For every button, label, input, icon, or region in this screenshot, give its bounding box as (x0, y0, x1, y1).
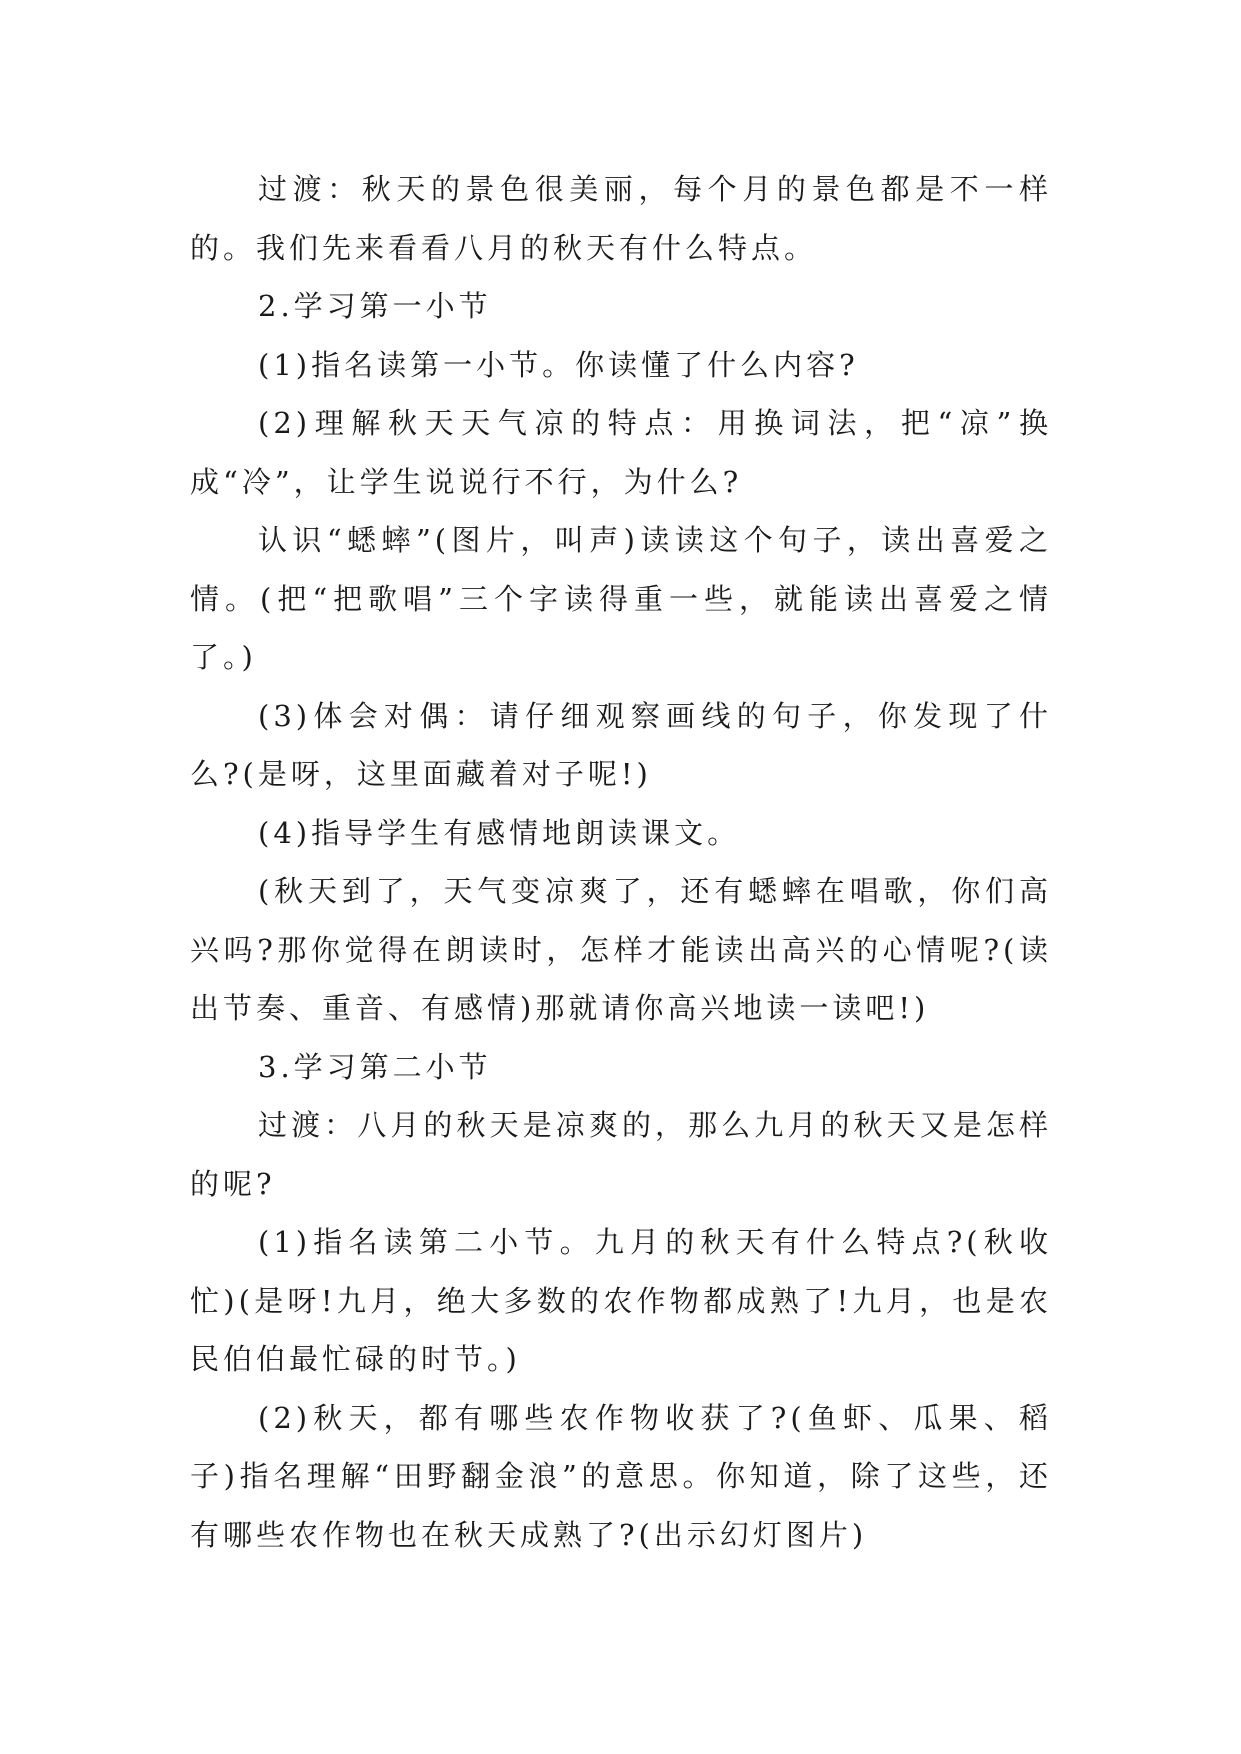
step-read-second-stanza: (1)指名读第二小节。九月的秋天有什么特点?(秋收忙)(是呀!九月，绝大多数的农作物都成熟了!九月，也是农民伯伯最忙碌的时节。) (190, 1225, 1052, 1376)
paragraph-cricket: 认识“蟋蟀”(图片，叫声)读读这个句子，读出喜爱之情。(把“把歌唱”三个字读得重一些，就能读出喜爱之情了。) (190, 523, 1052, 674)
step-antithesis: (3)体会对偶：请仔细观察画线的句子，你发现了什么?(是呀，这里面藏着对子呢!) (190, 698, 1052, 791)
step-read-first-stanza: (1)指名读第一小节。你读懂了什么内容? (258, 347, 859, 382)
paragraph-transition-september: 过渡：八月的秋天是凉爽的，那么九月的秋天又是怎样的呢? (190, 1108, 1052, 1201)
lesson-plan-body (190, 160, 1052, 1564)
step-understand-cool-weather: (2)理解秋天天气凉的特点：用换词法，把“凉”换成“冷”，让学生说说行不行，为什么? (190, 406, 1052, 499)
paragraph-transition-august: 过渡：秋天的景色很美丽，每个月的景色都是不一样的。我们先来看看八月的秋天有什么特点。 (190, 172, 1052, 265)
paragraph-reading-guidance: (秋天到了，天气变凉爽了，还有蟋蟀在唱歌，你们高兴吗?那你觉得在朗读时，怎样才能读出高兴的心情呢?(读出节奏、重音、有感情)那就请你高兴地读一读吧!) (190, 874, 1052, 1025)
step-emotional-reading: (4)指导学生有感情地朗读课文。 (258, 815, 741, 850)
section-heading-second-stanza: 3.学习第二小节 (258, 1049, 492, 1084)
step-harvest-crops: (2)秋天，都有哪些农作物收获了?(鱼虾、瓜果、稻子)指名理解“田野翻金浪”的意思。你知道，除了这些，还有哪些农作物也在秋天成熟了?(出示幻灯图片) (190, 1400, 1052, 1552)
section-heading-first-stanza: 2.学习第一小节 (258, 289, 492, 323)
